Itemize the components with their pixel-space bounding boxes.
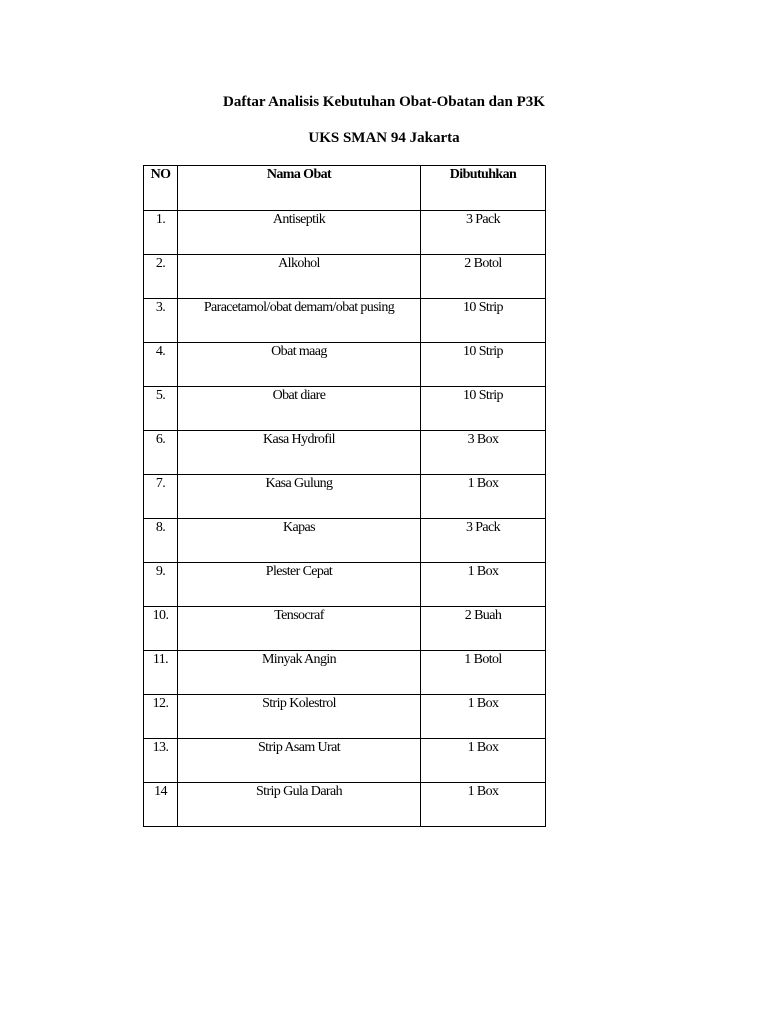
row-name: Paracetamol/obat demam/obat pusing <box>178 299 421 343</box>
header-name: Nama Obat <box>178 166 421 211</box>
table-row <box>144 651 546 695</box>
document-title: Daftar Analisis Kebutuhan Obat-Obatan dan P3K <box>223 94 545 110</box>
row-name: Plester Cepat <box>178 563 421 607</box>
row-need: 1 Box <box>421 783 546 827</box>
table-row <box>144 431 546 475</box>
medicine-needs-table <box>143 165 546 827</box>
row-name: Strip Asam Urat <box>178 739 421 783</box>
row-name: Minyak Angin <box>178 651 421 695</box>
row-name: Strip Gula Darah <box>178 783 421 827</box>
row-no: 1. <box>144 211 178 255</box>
table-row <box>144 519 546 563</box>
row-no: 13. <box>144 739 178 783</box>
table-row <box>144 783 546 827</box>
row-name: Kapas <box>178 519 421 563</box>
row-need: 3 Pack <box>421 519 546 563</box>
table-row <box>144 563 546 607</box>
header-no: NO <box>144 166 178 211</box>
row-no: 9. <box>144 563 178 607</box>
row-name: Alkohol <box>178 255 421 299</box>
row-need: 1 Box <box>421 563 546 607</box>
row-no: 3. <box>144 299 178 343</box>
table-row <box>144 695 546 739</box>
table-row <box>144 387 546 431</box>
row-no: 8. <box>144 519 178 563</box>
row-need: 10 Strip <box>421 299 546 343</box>
table-row <box>144 343 546 387</box>
table-header-row <box>144 166 546 211</box>
row-name: Kasa Gulung <box>178 475 421 519</box>
row-need: 1 Box <box>421 739 546 783</box>
row-name: Obat maag <box>178 343 421 387</box>
row-need: 1 Box <box>421 695 546 739</box>
row-no: 6. <box>144 431 178 475</box>
table-row <box>144 475 546 519</box>
row-need: 10 Strip <box>421 387 546 431</box>
row-no: 5. <box>144 387 178 431</box>
row-name: Obat diare <box>178 387 421 431</box>
row-need: 1 Botol <box>421 651 546 695</box>
row-need: 3 Box <box>421 431 546 475</box>
row-name: Strip Kolestrol <box>178 695 421 739</box>
row-no: 2. <box>144 255 178 299</box>
row-need: 10 Strip <box>421 343 546 387</box>
row-name: Antiseptik <box>178 211 421 255</box>
row-no: 10. <box>144 607 178 651</box>
table-row <box>144 739 546 783</box>
row-name: Kasa Hydrofil <box>178 431 421 475</box>
row-no: 12. <box>144 695 178 739</box>
row-need: 2 Buah <box>421 607 546 651</box>
row-no: 4. <box>144 343 178 387</box>
table-row <box>144 255 546 299</box>
document-subtitle: UKS SMAN 94 Jakarta <box>308 130 460 146</box>
row-need: 2 Botol <box>421 255 546 299</box>
row-no: 11. <box>144 651 178 695</box>
header-need: Dibutuhkan <box>421 166 546 211</box>
row-no: 7. <box>144 475 178 519</box>
table-row <box>144 211 546 255</box>
table-row <box>144 607 546 651</box>
row-no: 14 <box>144 783 178 827</box>
table-row <box>144 299 546 343</box>
row-need: 1 Box <box>421 475 546 519</box>
row-need: 3 Pack <box>421 211 546 255</box>
row-name: Tensocraf <box>178 607 421 651</box>
